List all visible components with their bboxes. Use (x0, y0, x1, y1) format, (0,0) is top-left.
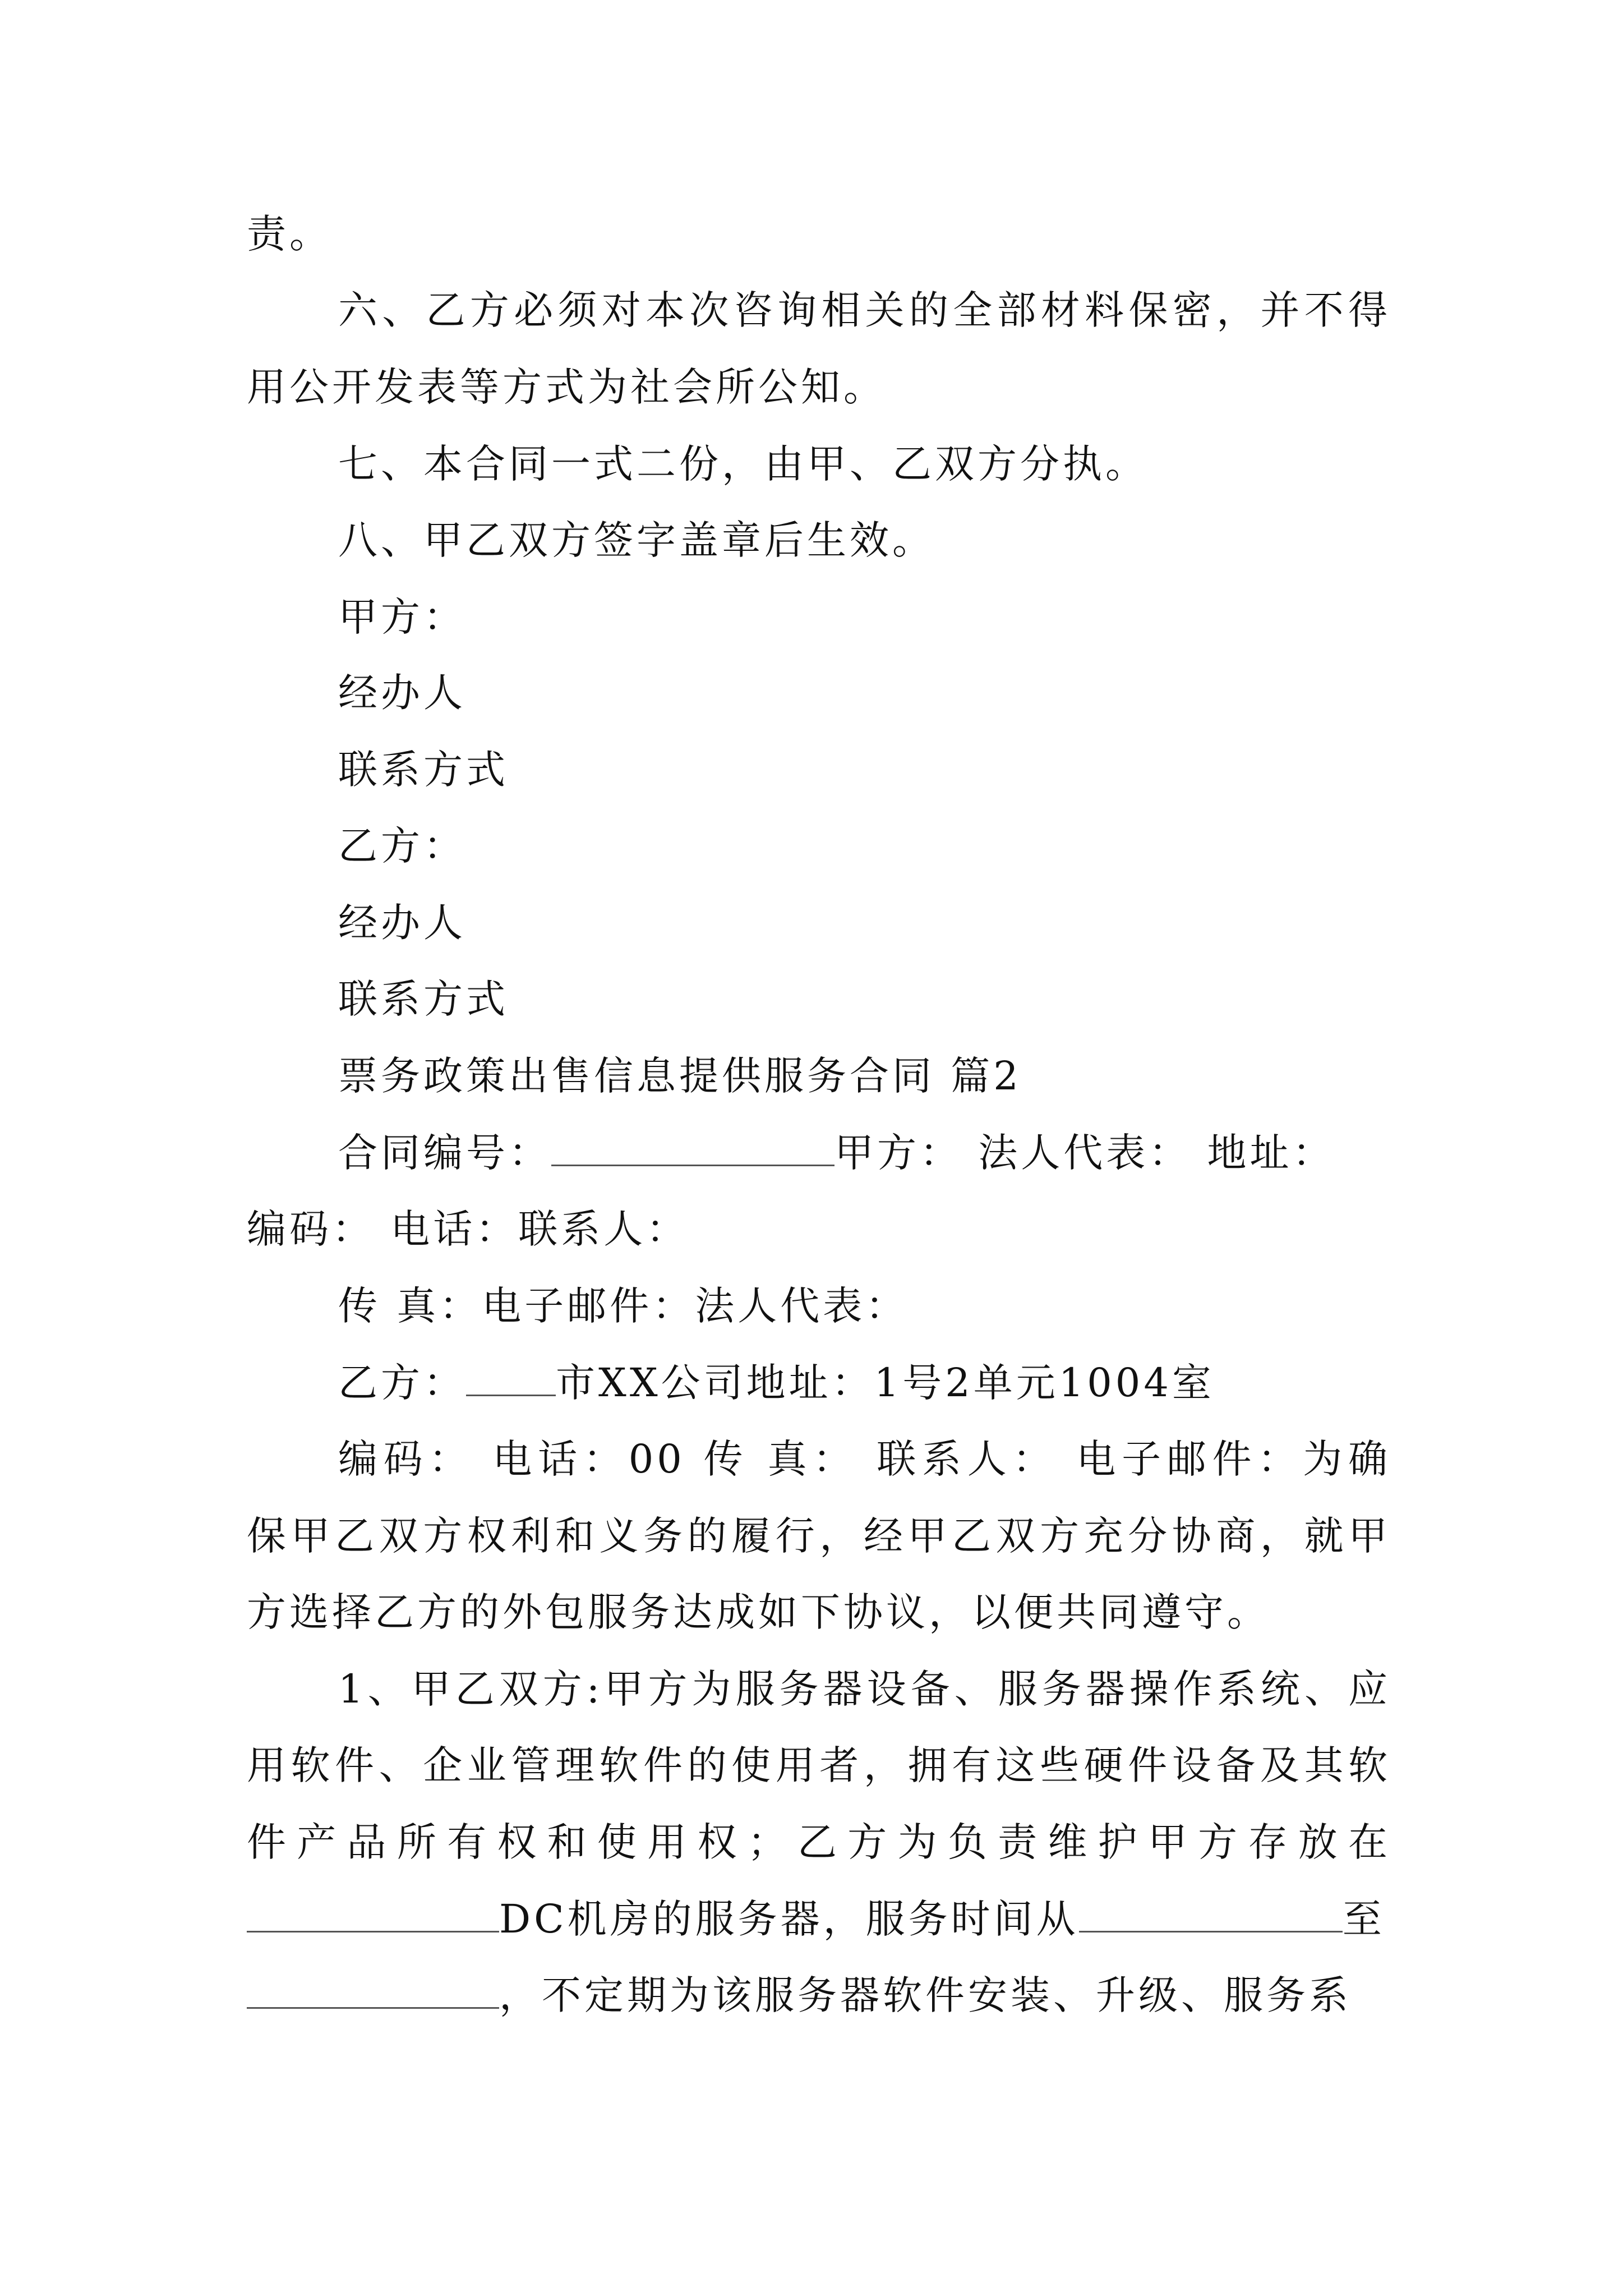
contract-number-blank (551, 1128, 834, 1166)
party-a-info: 甲方： 法人代表： 地址： (834, 1130, 1335, 1176)
service-scope-text: ，不定期为该服务器软件安装、升级、服务系 (499, 1972, 1352, 2018)
party-b-label: 乙方： (338, 823, 466, 869)
article-1-line-2: 用软件、企业管理软件的使用者，拥有这些硬件设备及其软 (247, 1742, 1391, 1788)
party-b-agent-label: 经办人 (338, 900, 466, 946)
text-line: 责。 (247, 211, 332, 257)
article-1-line-1: 1、甲乙双方:甲方为服务器设备、服务器操作系统、应 (338, 1666, 1391, 1712)
clause-eight: 八、甲乙双方签字盖章后生效。 (338, 517, 935, 563)
party-b-address-line (338, 1358, 1391, 1408)
party-a-contact-label: 联系方式 (338, 747, 509, 793)
contract-number-label: 合同编号： (338, 1130, 551, 1176)
preamble-line-1: 编码： 电话：00 传 真： 联系人： 电子邮件：为确 (338, 1436, 1391, 1482)
article-1-line-3: 件产品所有权和使用权；乙方为负责维护甲方存放在 (247, 1819, 1391, 1865)
party-b-contact-label: 联系方式 (338, 976, 509, 1022)
article-1-line-5 (247, 1970, 1391, 2021)
clause-seven: 七、本合同一式二份，由甲、乙双方分执。 (338, 441, 1148, 487)
party-a-info-line-2: 编码： 电话：联系人： (247, 1206, 689, 1252)
datacenter-blank (247, 1894, 499, 1932)
end-date-blank (247, 1970, 499, 2009)
article-1-line-4 (247, 1894, 1391, 1944)
party-a-agent-label: 经办人 (338, 670, 466, 716)
party-b-address: 市XX公司地址：1号2单元1004室 (556, 1360, 1215, 1406)
service-period-text: DC机房的服务器，服务时间从 (499, 1896, 1079, 1942)
party-a-info-line-3: 传 真：电子邮件：法人代表： (338, 1283, 909, 1329)
party-a-label: 甲方： (338, 594, 466, 640)
start-date-blank (1079, 1894, 1343, 1932)
city-blank (466, 1358, 556, 1396)
preamble-line-3: 方选择乙方的外包服务达成如下协议，以便共同遵守。 (247, 1589, 1270, 1635)
clause-six-line-2: 用公开发表等方式为社会所公知。 (247, 364, 886, 410)
to-text: 至 (1342, 1896, 1385, 1942)
contract-number-line (338, 1128, 1391, 1178)
section-heading: 票务政策出售信息提供服务合同 篇2 (338, 1053, 1022, 1099)
preamble-line-2: 保甲乙双方权利和义务的履行，经甲乙双方充分协商，就甲 (247, 1513, 1391, 1559)
clause-six-line-1: 六、乙方必须对本次咨询相关的全部材料保密，并不得 (338, 287, 1391, 333)
party-b-label-2: 乙方： (338, 1360, 466, 1406)
